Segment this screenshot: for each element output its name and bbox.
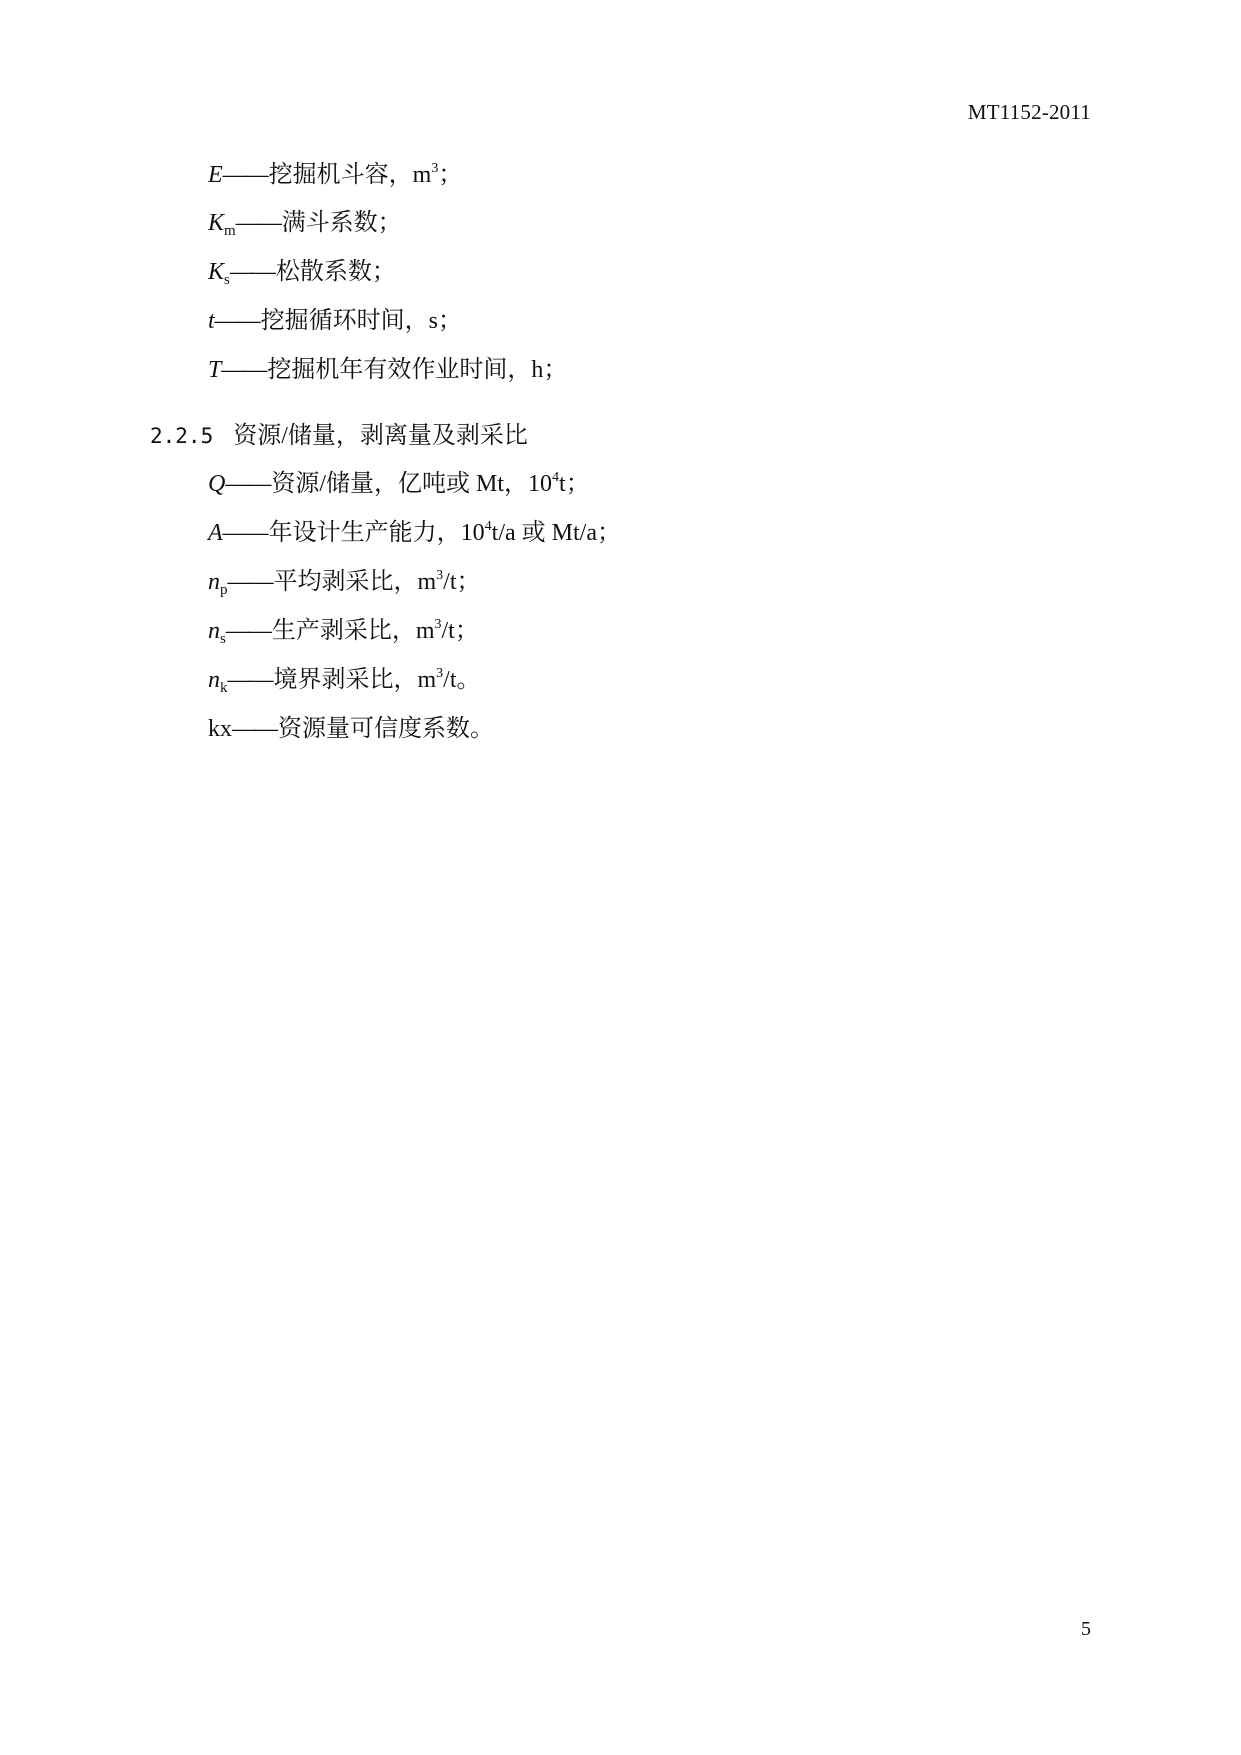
symbol-description: 满斗系数； — [281, 210, 402, 236]
symbol: $K_s$ — [208, 259, 230, 288]
symbol-definition-ns — [208, 616, 479, 646]
symbol-description: 境界剥采比，$m^3/t$。 — [273, 666, 481, 693]
em-dash: —— — [214, 308, 259, 334]
symbol-definition-Ks — [208, 257, 396, 287]
em-dash: —— — [221, 357, 266, 383]
symbol: Q — [208, 471, 226, 497]
symbol: $K_m$ — [208, 210, 236, 239]
symbol-definition-A — [208, 518, 621, 548]
symbol-definition-Q — [208, 469, 590, 499]
symbol: t — [208, 308, 215, 334]
em-dash: —— — [229, 259, 274, 285]
em-dash: —— — [227, 667, 272, 693]
symbol-description: 生产剥采比，$m^3/t$； — [271, 617, 479, 644]
em-dash: —— — [227, 569, 272, 595]
document-code: MT1152-2011 — [967, 100, 1091, 124]
symbol-description: 年设计生产能力，$10^4t/a$ 或 Mt/a； — [268, 519, 621, 546]
symbol-definition-T — [208, 355, 567, 385]
section-heading — [150, 421, 528, 451]
symbol-definition-kx — [208, 714, 494, 744]
page-number: 5 — [1081, 1618, 1091, 1640]
symbol-description: 平均剥采比，$m^3/t$； — [273, 568, 481, 595]
section-number: 2.2.5 — [150, 424, 214, 448]
symbol: kx — [208, 716, 232, 742]
em-dash: —— — [235, 210, 280, 236]
em-dash: —— — [225, 471, 270, 497]
em-dash: —— — [225, 618, 270, 644]
symbol-definition-nk — [208, 665, 481, 695]
em-dash: —— — [222, 162, 267, 188]
symbol-description: 资源/储量，亿吨或 Mt，$10^4t$； — [271, 470, 590, 497]
symbol-definition-Km — [208, 208, 402, 238]
symbol-description: 挖掘循环时间，s； — [260, 308, 463, 334]
symbol-description: 资源量可信度系数。 — [278, 716, 494, 742]
section-title: 资源/储量，剥离量及剥采比 — [233, 423, 528, 449]
symbol-definition-E — [208, 160, 462, 190]
symbol: A — [208, 520, 223, 546]
em-dash: —— — [222, 520, 267, 546]
em-dash: —— — [232, 716, 276, 742]
symbol-description: 挖掘机斗容，$m^3$； — [268, 161, 463, 188]
symbol: $n_s$ — [208, 618, 226, 647]
symbol: $n_k$ — [208, 667, 228, 696]
symbol: T — [208, 357, 222, 383]
symbol: E — [208, 162, 223, 188]
symbol-description: 松散系数； — [275, 259, 396, 285]
symbol-definition-np — [208, 567, 481, 597]
symbol-definition-t — [208, 306, 462, 336]
symbol-description: 挖掘机年有效作业时间，h； — [267, 357, 568, 383]
symbol: $n_p$ — [208, 569, 228, 598]
